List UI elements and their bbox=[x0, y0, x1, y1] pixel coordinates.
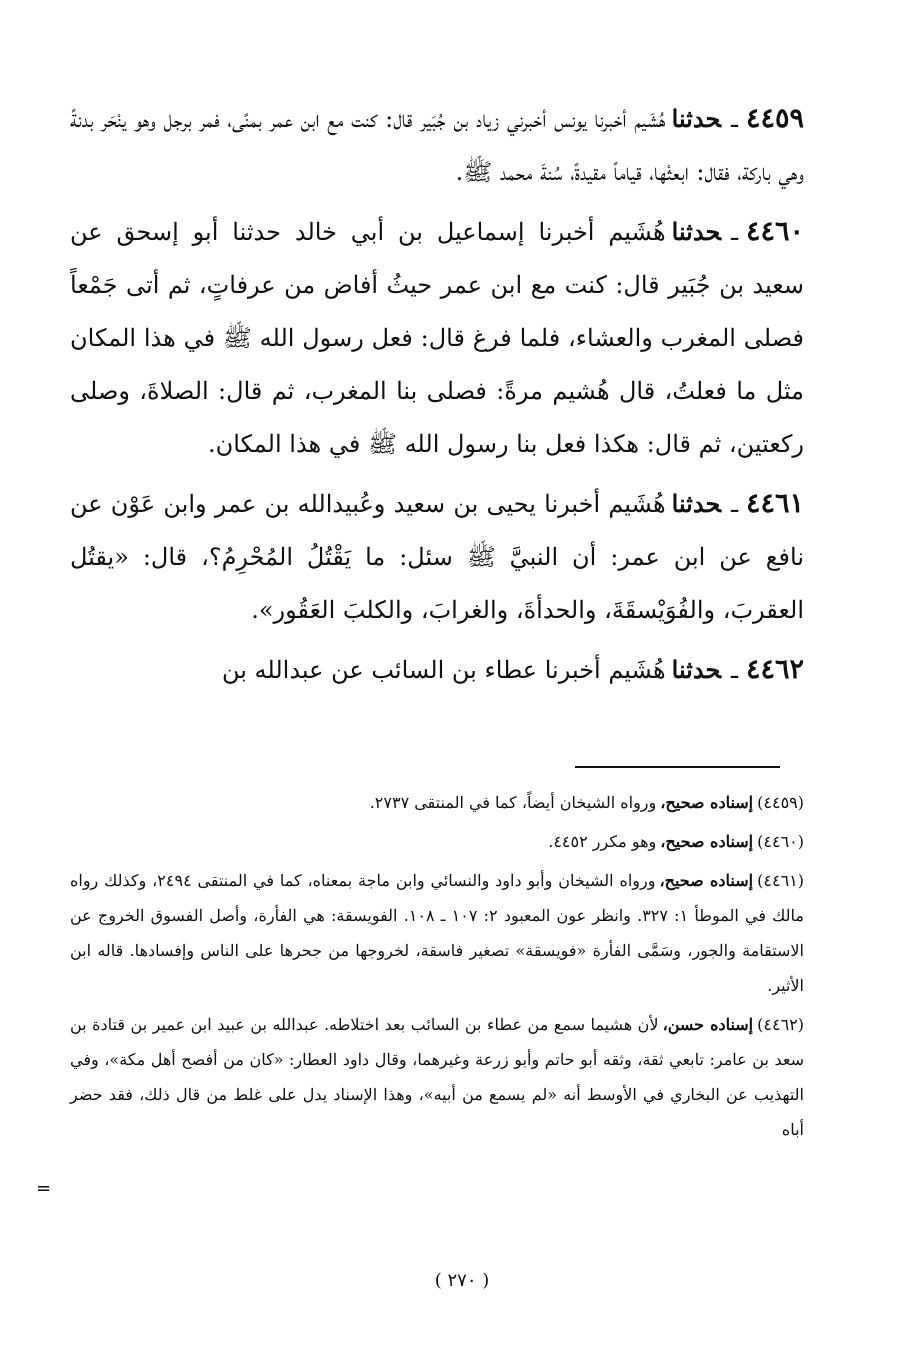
hadith-number: ٤٤٦١ bbox=[745, 488, 804, 519]
hadith-lead-word: حدثنا bbox=[671, 655, 721, 684]
page-number: ( ٢٧٠ ) bbox=[434, 1270, 490, 1291]
footnotes bbox=[70, 785, 804, 1151]
hadith-text: هُشَيم أخبرنا يونس أخبرني زياد بن جُبَير قال: كنت مع ابن عمر بمنًى، فمر برجل وهو ينْحَر بدنةً وهي باركة، فقال: ابعثْها، قياماً مقيدةً، سُنةَ محمد ﷺ. bbox=[70, 105, 804, 186]
hadith-dash: ـ bbox=[730, 218, 738, 246]
footnote-entry bbox=[70, 824, 804, 859]
hadith-text: هُشَيم أخبرنا يحيى بن سعيد وعُبيدالله بن عمر وابن عَوْن عن نافع عن ابن عمر: أن النبيَّ ﷺ سئل: ما يَقْتُلُ المُحْرِمُ؟، قال: «يقتُل العقربَ، والفُوَيْسقَةَ، والحدأةَ، والغرابَ، والكلبَ العَقُور». bbox=[70, 490, 804, 624]
footnote-grade: إسناده صحيح، bbox=[660, 832, 754, 851]
hadith-dash: ـ bbox=[730, 656, 738, 684]
hadith-lead-word: حدثنا bbox=[671, 489, 721, 518]
footnote-text: لأن هشيما سمع من عطاء بن السائب بعد اختلاطه. عبدالله بن عبيد ابن عمير بن قتادة بن سعد بن عامر: تابعي ثقة، وثقه أبو حاتم وأبو زرعة وغيرهما، وقال داود العطار: «كان من أفصح أهل مكة»، وفي التهذيب عن البخاري في الأوسط أنه «لم يسمع من أبيه»، وهذا الإسناد يدل على غلط من قال ذلك، فقد حضر أباه bbox=[70, 1015, 804, 1139]
footnote-text: وهو مكرر ٤٤٥٢. bbox=[548, 832, 657, 851]
hadith-entry bbox=[70, 92, 804, 199]
footnote-grade: إسناده صحيح، bbox=[660, 793, 754, 812]
footnote-grade: إسناده حسن، bbox=[662, 1015, 754, 1034]
hadith-entry bbox=[70, 643, 804, 697]
footnote-entry bbox=[70, 1007, 804, 1147]
hadith-number: ٤٤٦٢ bbox=[745, 654, 804, 685]
footnote-divider bbox=[575, 766, 780, 768]
footnote-number: (٤٤٦٠) bbox=[757, 832, 804, 851]
hadith-number: ٤٤٥٩ bbox=[745, 103, 804, 134]
footnote-number: (٤٤٥٩) bbox=[757, 793, 804, 812]
hadith-lead-word: حدثنا bbox=[671, 104, 721, 133]
footnote-entry bbox=[70, 863, 804, 1003]
footnote-number: (٤٤٦١) bbox=[757, 871, 804, 890]
hadith-entry bbox=[70, 477, 804, 637]
footnote-number: (٤٤٦٢) bbox=[757, 1015, 805, 1034]
footnote-text: ورواه الشيخان وأبو داود والنسائي وابن ماجة بمعناه، كما في المنتقى ٢٤٩٤، وكذلك رواه مالك في الموطأ ١: ٣٢٧. وانظر عون المعبود ٢: ١٠٧ ـ ١٠٨. الفويسقة: هي الفأرة، وأصل الفسوق الخروج عن الاستقامة والجور، وسَمَّى الفأرة «فويسقة» تصغير فاسقة، لخروجها من جحرها على الناس وإفسادها. قاله ابن الأثير. bbox=[70, 871, 804, 995]
hadith-dash: ـ bbox=[730, 105, 738, 133]
continuation-mark: = bbox=[36, 1178, 52, 1199]
footnote-grade: إسناده صحيح، bbox=[659, 871, 754, 890]
footnote-entry bbox=[70, 785, 804, 820]
hadith-number: ٤٤٦٠ bbox=[745, 216, 804, 247]
hadith-body bbox=[70, 92, 804, 703]
hadith-text: هُشَيم أخبرنا إسماعيل بن أبي خالد حدثنا أبو إسحق عن سعيد بن جُبَير قال: كنت مع ابن عمر حيثُ أفاض من عرفاتٍ، ثم أتى جَمْعاً فصلى المغرب والعشاء، فلما فرغ قال: فعل رسول الله ﷺ في هذا المكان مثل ما فعلتُ، قال هُشيم مرةً: فصلى بنا المغرب، ثم قال: الصلاةَ، وصلى ركعتين، ثم قال: هكذا فعل بنا رسول الله ﷺ في هذا المكان. bbox=[70, 218, 804, 458]
hadith-lead-word: حدثنا bbox=[671, 217, 721, 246]
hadith-entry bbox=[70, 205, 804, 471]
footnote-text: ورواه الشيخان أيضاً، كما في المنتقى ٢٧٣٧. bbox=[369, 793, 657, 812]
hadith-dash: ـ bbox=[730, 490, 738, 518]
hadith-text: هُشَيم أخبرنا عطاء بن السائب عن عبدالله بن bbox=[221, 656, 666, 684]
